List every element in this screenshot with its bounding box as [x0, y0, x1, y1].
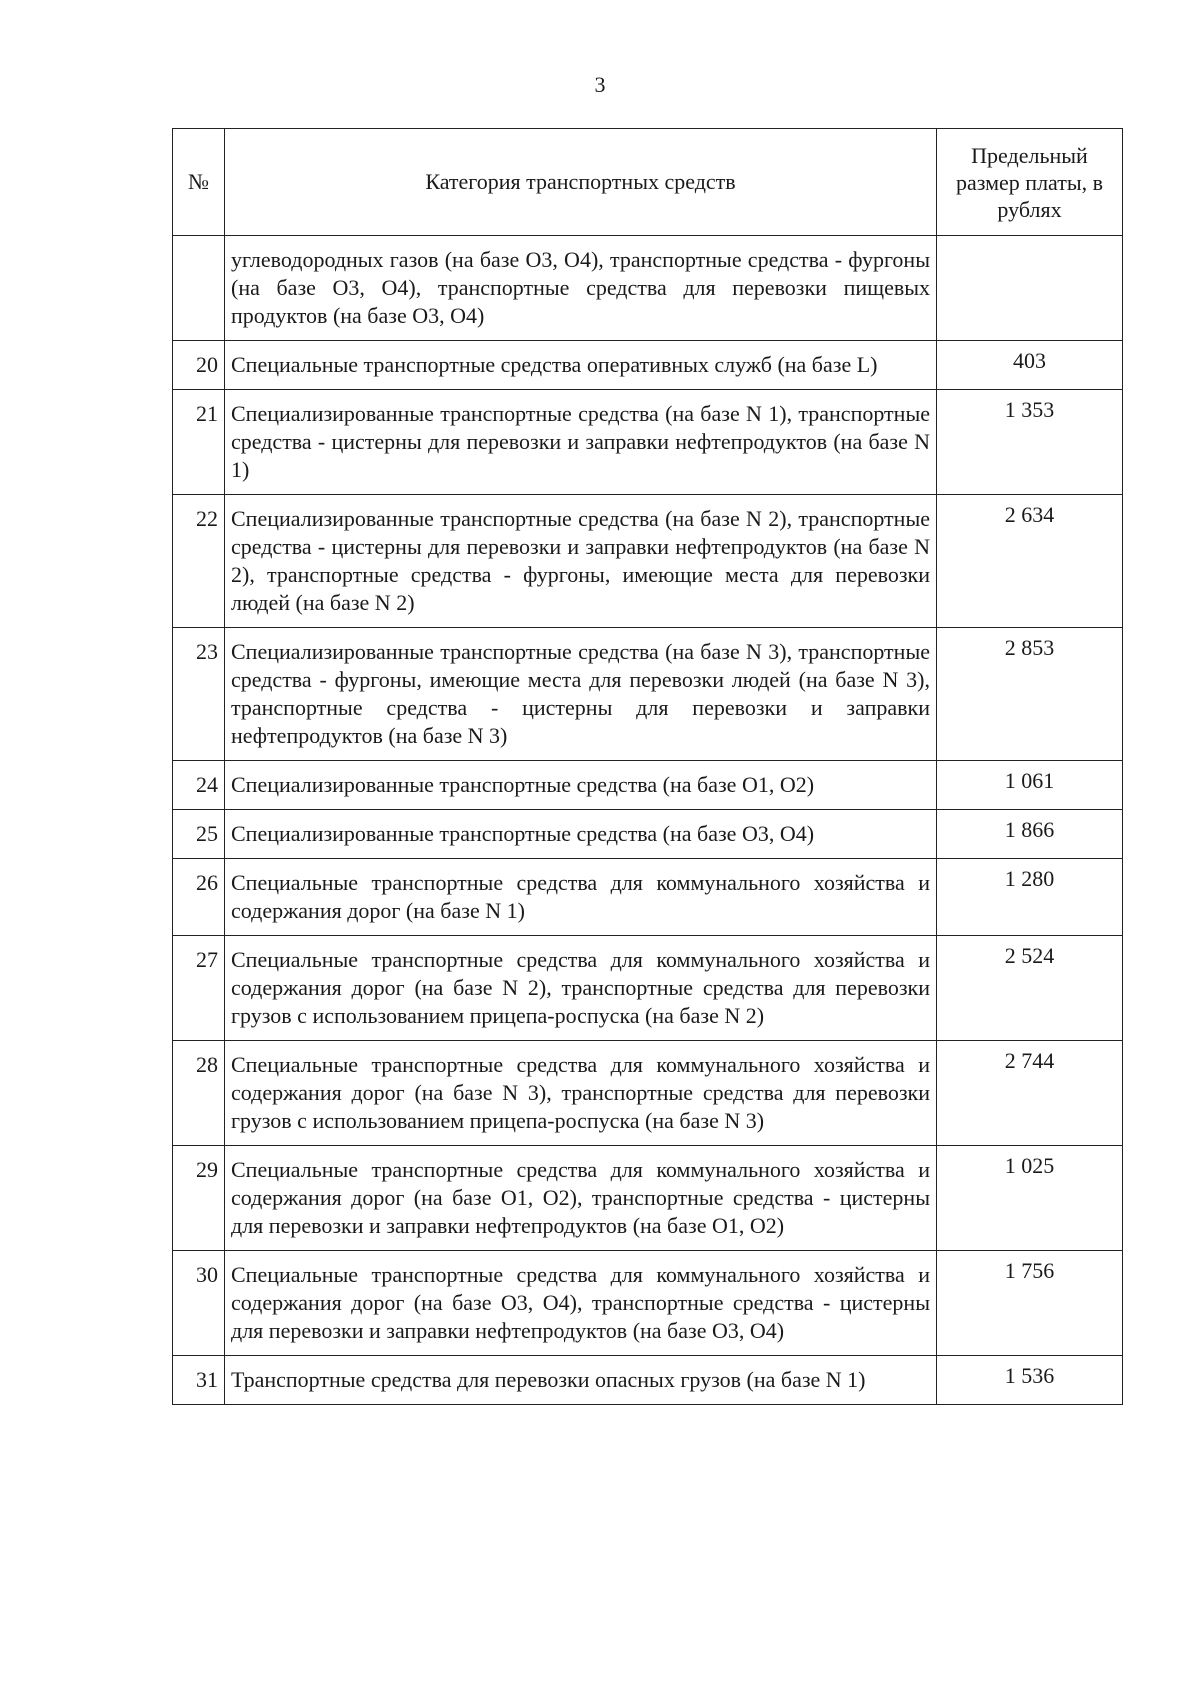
table-row: [173, 341, 1123, 390]
table-row: [173, 1251, 1123, 1356]
row-category: углеводородных газов (на базе O3, O4), транспортные средства - фургоны (на базе O3, O4), транспортные средства для перевозки пищевых продуктов (на базе O3, O4): [225, 236, 937, 341]
table-row: [173, 810, 1123, 859]
row-price: 2 524: [937, 936, 1123, 1041]
row-category: Специальные транспортные средства оперативных служб (на базе L): [225, 341, 937, 390]
row-category: Специализированные транспортные средства (на базе O3, O4): [225, 810, 937, 859]
row-price: 1 866: [937, 810, 1123, 859]
row-number: 26: [173, 859, 225, 936]
row-price: 1 353: [937, 390, 1123, 495]
row-number: 30: [173, 1251, 225, 1356]
row-category: Транспортные средства для перевозки опасных грузов (на базе N 1): [225, 1356, 937, 1405]
table-row: [173, 628, 1123, 761]
row-price: 2 634: [937, 495, 1123, 628]
page-number: 3: [594, 72, 606, 97]
header-category: Категория транспортных средств: [225, 129, 937, 236]
row-number: 20: [173, 341, 225, 390]
header-number: №: [173, 129, 225, 236]
row-price: 1 536: [937, 1356, 1123, 1405]
row-number: 22: [173, 495, 225, 628]
row-category: Специализированные транспортные средства (на базе O1, O2): [225, 761, 937, 810]
table-row: [173, 1356, 1123, 1405]
row-price: 2 853: [937, 628, 1123, 761]
table-row: [173, 390, 1123, 495]
row-category: Специальные транспортные средства для коммунального хозяйства и содержания дорог (на базе N 1): [225, 859, 937, 936]
header-row: [173, 129, 1123, 236]
row-number: 29: [173, 1146, 225, 1251]
row-price: 1 025: [937, 1146, 1123, 1251]
row-number: 25: [173, 810, 225, 859]
table-row: [173, 236, 1123, 341]
header-price: Предельный размер платы, в рублях: [937, 129, 1123, 236]
row-number: 28: [173, 1041, 225, 1146]
table-row: [173, 1146, 1123, 1251]
row-price: 1 061: [937, 761, 1123, 810]
row-category: Специализированные транспортные средства (на базе N 2), транспортные средства - цистерны для перевозки и заправки нефтепродуктов (на базе N 2), транспортные средства - фургоны, имеющие места для перевозки людей (на базе N 2): [225, 495, 937, 628]
row-number: 24: [173, 761, 225, 810]
row-number: 31: [173, 1356, 225, 1405]
row-price: 1 280: [937, 859, 1123, 936]
row-number: 23: [173, 628, 225, 761]
tariff-table: [172, 128, 1123, 1405]
row-price: 1 756: [937, 1251, 1123, 1356]
table-row: [173, 859, 1123, 936]
row-category: Специальные транспортные средства для коммунального хозяйства и содержания дорог (на базе O3, O4), транспортные средства - цистерны для перевозки и заправки нефтепродуктов (на базе O3, O4): [225, 1251, 937, 1356]
row-price: 2 744: [937, 1041, 1123, 1146]
row-category: Специальные транспортные средства для коммунального хозяйства и содержания дорог (на базе N 2), транспортные средства для перевозки грузов с использованием прицепа-роспуска (на базе N 2): [225, 936, 937, 1041]
table-row: [173, 495, 1123, 628]
row-category: Специальные транспортные средства для коммунального хозяйства и содержания дорог (на базе N 3), транспортные средства для перевозки грузов с использованием прицепа-роспуска (на базе N 3): [225, 1041, 937, 1146]
table-row: [173, 936, 1123, 1041]
table-row: [173, 761, 1123, 810]
row-price: [937, 236, 1123, 341]
row-number: 27: [173, 936, 225, 1041]
row-price: 403: [937, 341, 1123, 390]
row-category: Специализированные транспортные средства (на базе N 3), транспортные средства - фургоны, имеющие места для перевозки людей (на базе N 3), транспортные средства - цистерны для перевозки и заправки нефтепродуктов (на базе N 3): [225, 628, 937, 761]
table-row: [173, 1041, 1123, 1146]
row-category: Специальные транспортные средства для коммунального хозяйства и содержания дорог (на базе O1, O2), транспортные средства - цистерны для перевозки и заправки нефтепродуктов (на базе O1, O2): [225, 1146, 937, 1251]
row-category: Специализированные транспортные средства (на базе N 1), транспортные средства - цистерны для перевозки и заправки нефтепродуктов (на базе N 1): [225, 390, 937, 495]
row-number: [173, 236, 225, 341]
table-body: [173, 236, 1123, 1405]
row-number: 21: [173, 390, 225, 495]
table-header: [173, 129, 1123, 236]
